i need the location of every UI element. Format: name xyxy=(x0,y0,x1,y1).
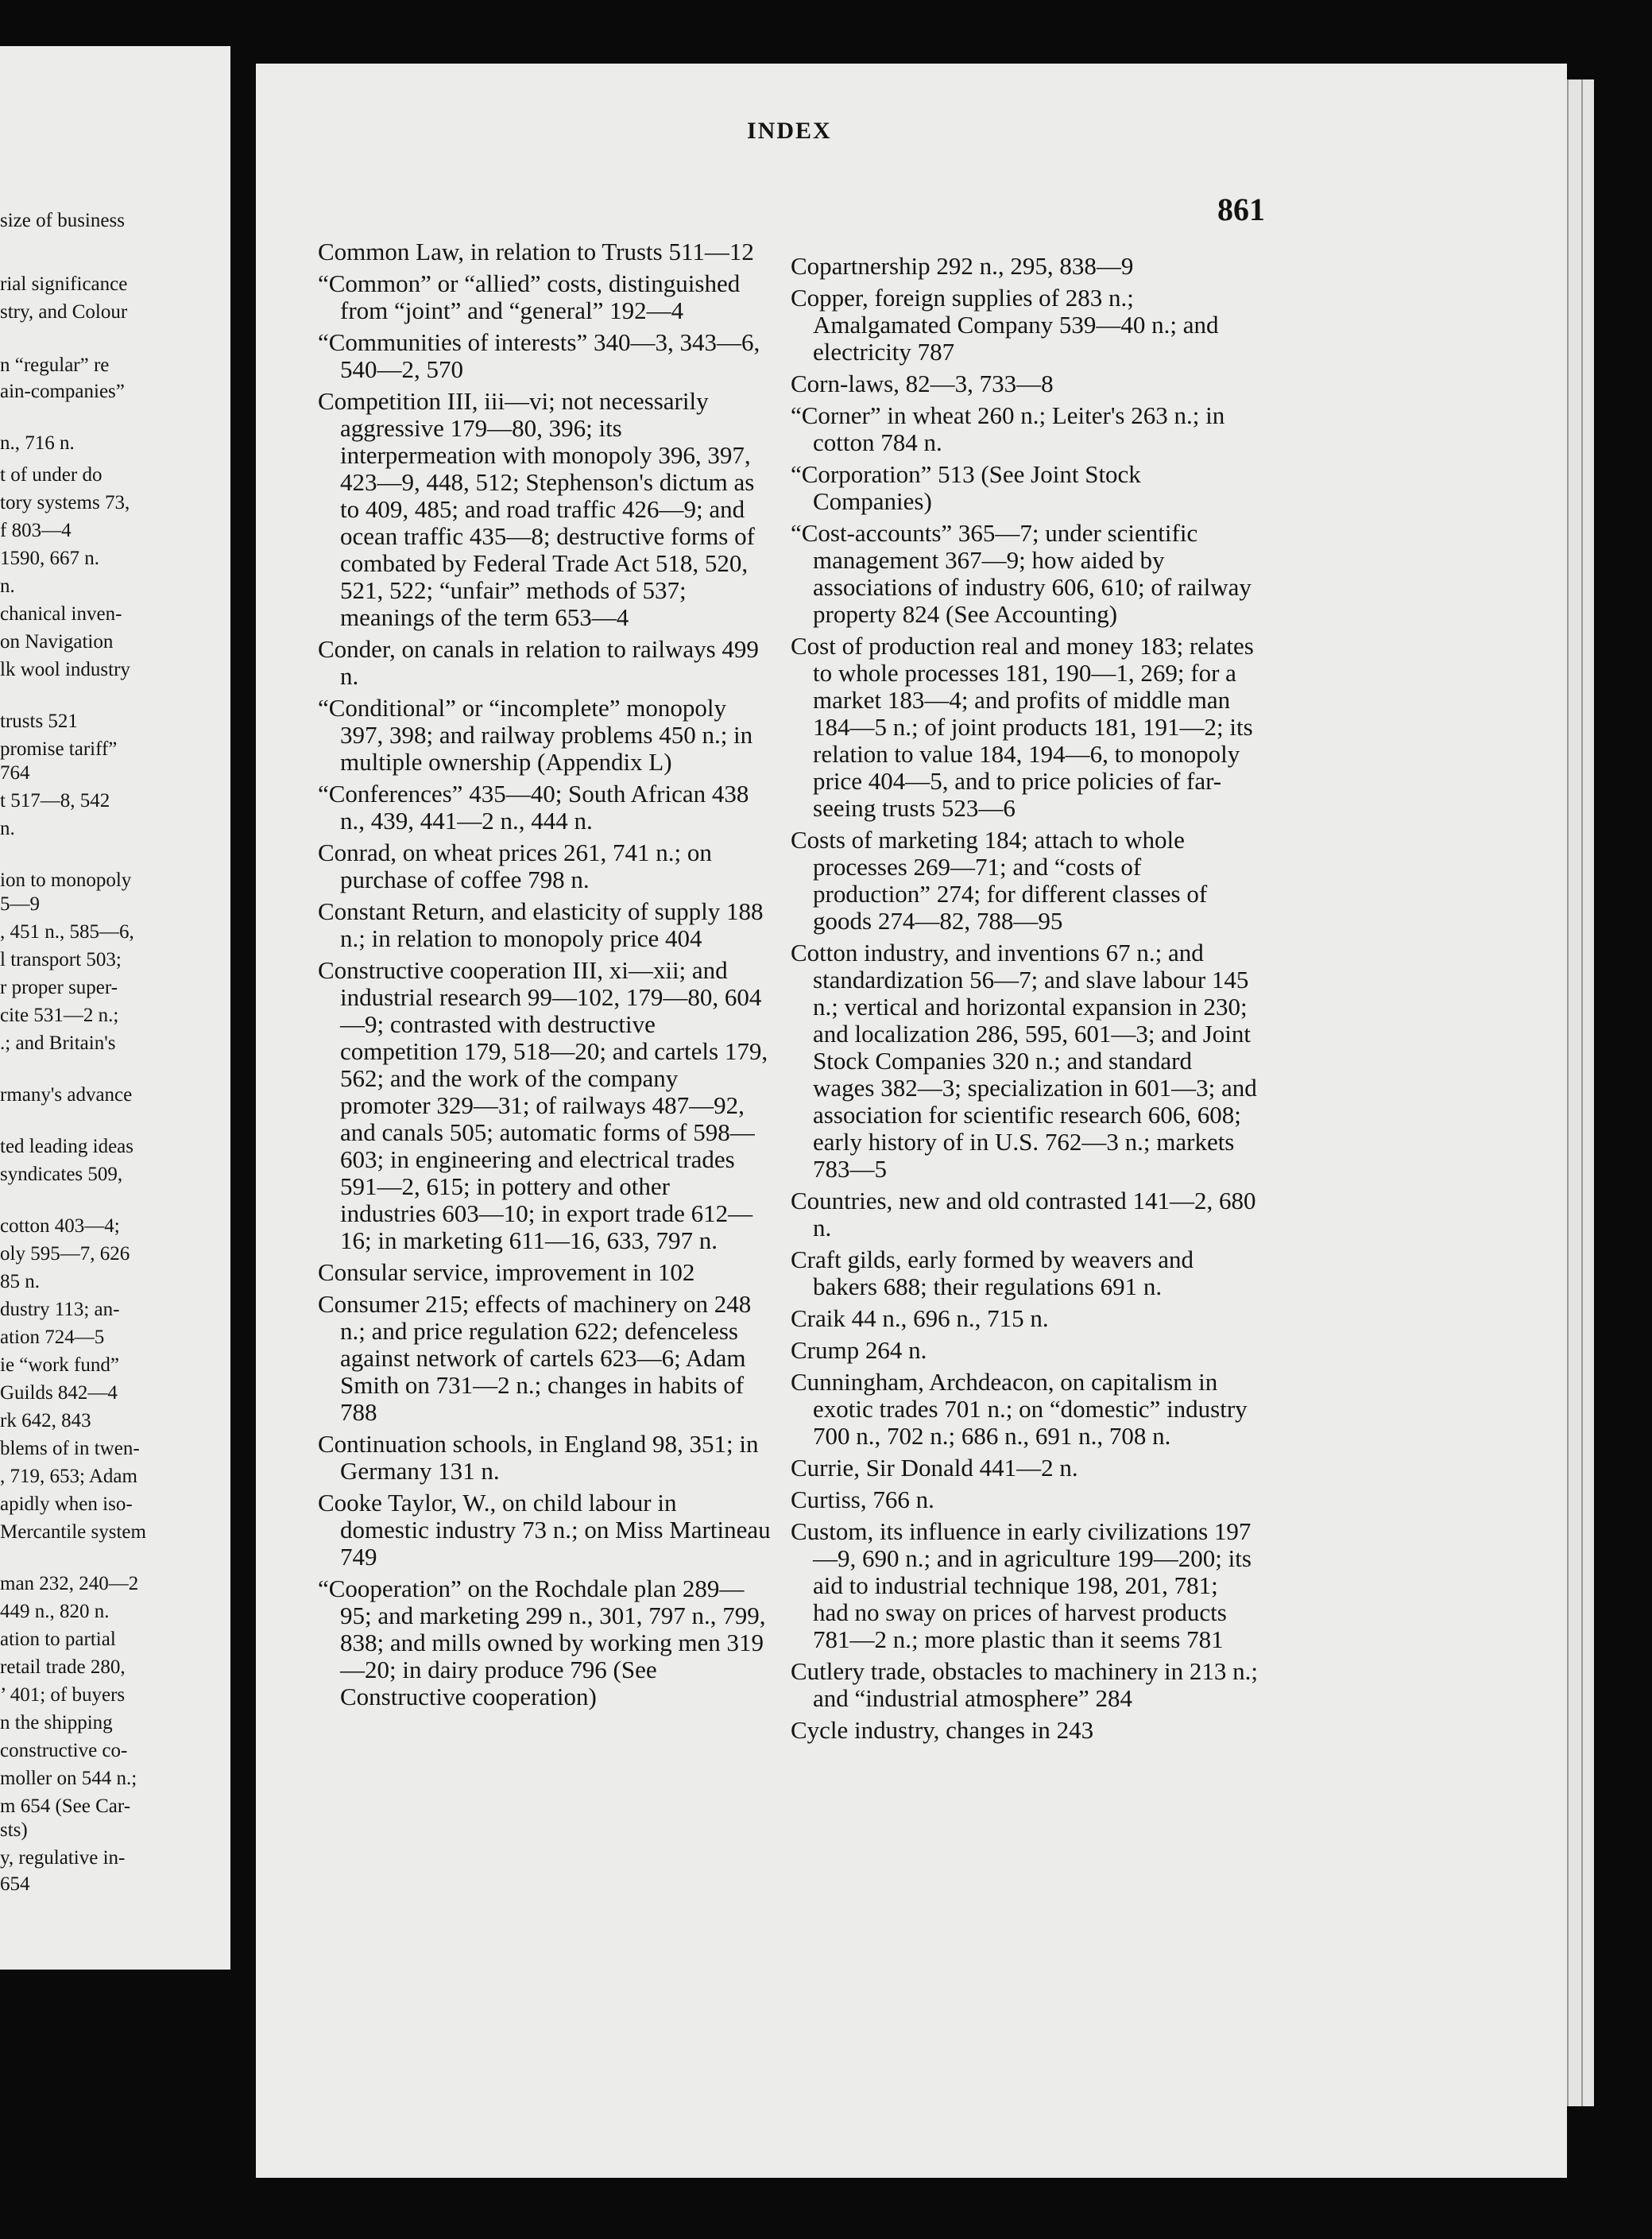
index-entry: Currie, Sir Donald 441—2 n. xyxy=(791,1454,1078,1482)
left-page-line: man 232, 240—2 xyxy=(0,1573,139,1594)
left-page-line: 5—9 xyxy=(0,893,40,915)
index-entry: Countries, new and old contrasted 141—2, 680 n. xyxy=(791,1187,1256,1242)
left-page-line: rk 642, 843 xyxy=(0,1410,91,1431)
left-page-line: blems of in twen- xyxy=(0,1438,140,1459)
left-page-line: f 803—4 xyxy=(0,520,72,541)
index-entry: “Corporation” 513 (See Joint Stock Companies) xyxy=(791,460,1141,515)
left-page-line: dustry 113; an- xyxy=(0,1299,120,1320)
left-page-line: r proper super- xyxy=(0,977,118,998)
left-page-line: n the shipping xyxy=(0,1712,113,1733)
index-entry: “Conditional” or “incomplete” monopoly 397, 398; and railway problems 450 n.; in multiple ownership (Appendix L) xyxy=(318,694,753,776)
book-gutter xyxy=(230,46,254,2113)
index-entry: Cutlery trade, obstacles to machinery in 213 n.; and “industrial atmosphere” 284 xyxy=(791,1657,1258,1712)
left-page-fragment xyxy=(0,46,230,1970)
left-page-line: ’ 401; of buyers xyxy=(0,1684,126,1706)
index-entry: Custom, its influence in early civilizations 197—9, 690 n.; and in agriculture 199—200; its aid to industrial technique 198, 201, 781; had no sway on prices of harvest products 781—2 n.; more plastic than it seems 781 xyxy=(791,1517,1252,1653)
left-page-line: 449 n., 820 n. xyxy=(0,1601,110,1622)
index-entry: Common Law, in relation to Trusts 511—12 xyxy=(318,238,754,265)
left-page-line: chanical inven- xyxy=(0,603,122,625)
left-page-line: , 719, 653; Adam xyxy=(0,1466,137,1487)
running-head: INDEX xyxy=(747,118,832,144)
index-entry: Corn-laws, 82—3, 733—8 xyxy=(791,370,1054,397)
left-page-line: 654 xyxy=(0,1873,30,1895)
left-page-line: ion to monopoly xyxy=(0,870,132,891)
index-entry: Cost of production real and money 183; relates to whole processes 181, 190—1, 269; for a market 183—4; and profits of middle man 184—5 n.; of joint products 181, 191—2; its relation to value 184, 194—6, to monopoly price 404—5, and to price policies of far-seeing trusts 523—6 xyxy=(791,632,1254,822)
index-entry: Craik 44 n., 696 n., 715 n. xyxy=(791,1304,1049,1332)
left-page-line: cotton 403—4; xyxy=(0,1215,120,1237)
index-entry: Copper, foreign supplies of 283 n.; Amalgamated Company 539—40 n.; and electricity 787 xyxy=(791,284,1219,366)
index-entry: Craft gilds, early formed by weavers and bakers 688; their regulations 691 n. xyxy=(791,1245,1194,1300)
index-entry: Cotton industry, and inventions 67 n.; and standardization 56—7; and slave labour 145 n.; vertical and horizontal expansion in 230; and localization 286, 595, 601—3; and Joint Stock Companies 320 n.; and standard wages 382—3; specialization in 601—3; and association for scientific research 606, 608; early history of in U.S. 762—3 n.; markets 783—5 xyxy=(791,939,1257,1183)
index-entry: Curtiss, 766 n. xyxy=(791,1486,934,1513)
left-page-line: moller on 544 n.; xyxy=(0,1768,137,1789)
left-page-line: m 654 (See Car- xyxy=(0,1795,131,1817)
left-page-line: 85 n. xyxy=(0,1271,40,1292)
left-page-line: Guilds 842—4 xyxy=(0,1382,118,1404)
left-page-line: ation 724—5 xyxy=(0,1327,105,1348)
left-page-line: , 451 n., 585—6, xyxy=(0,921,134,943)
left-page-line: .; and Britain's xyxy=(0,1032,116,1054)
left-page-line: ted leading ideas xyxy=(0,1136,133,1157)
left-page-line: sts) xyxy=(0,1819,28,1841)
left-page-line: cite 531—2 n.; xyxy=(0,1005,119,1026)
left-page-line: 764 xyxy=(0,762,30,784)
left-page-line: promise tariff” xyxy=(0,738,118,760)
index-entry: Crump 264 n. xyxy=(791,1336,927,1364)
index-entry: “Cooperation” on the Rochdale plan 289—95; and marketing 299 n., 301, 797 n., 799, 838; and mills owned by working men 319—20; in dairy produce 796 (See Constructive cooperation) xyxy=(318,1575,766,1710)
left-page-line: n. xyxy=(0,575,15,597)
left-page-line: n. xyxy=(0,818,15,839)
index-entry: Consular service, improvement in 102 xyxy=(318,1258,695,1286)
left-page-line: n “regular” re xyxy=(0,354,110,376)
index-entry: “Corner” in wheat 260 n.; Leiter's 263 n.; in cotton 784 n. xyxy=(791,401,1225,456)
left-page-line: apidly when iso- xyxy=(0,1493,133,1515)
left-page-line: stry, and Colour xyxy=(0,301,128,323)
index-entry: “Conferences” 435—40; South African 438 n., 439, 441—2 n., 444 n. xyxy=(318,780,749,835)
index-entry: Conrad, on wheat prices 261, 741 n.; on purchase of coffee 798 n. xyxy=(318,839,712,893)
index-entry: “Cost-accounts” 365—7; under scientific management 367—9; how aided by associations of industry 606, 610; of railway property 824 (See Accounting) xyxy=(791,519,1252,628)
left-page-line: Mercantile system xyxy=(0,1521,146,1543)
left-page-line: on Navigation xyxy=(0,631,114,653)
index-entry: Continuation schools, in England 98, 351; in Germany 131 n. xyxy=(318,1430,759,1485)
index-entry: Cooke Taylor, W., on child labour in domestic industry 73 n.; on Miss Martineau 749 xyxy=(318,1489,771,1571)
index-column-left xyxy=(318,238,771,1715)
left-page-line: l transport 503; xyxy=(0,949,122,970)
left-page-line: tory systems 73, xyxy=(0,492,130,513)
page-edge xyxy=(1581,79,1594,2106)
left-page-line: y, regulative in- xyxy=(0,1847,126,1869)
index-entry: Constructive cooperation III, xi—xii; and industrial research 99—102, 179—80, 604—9; contrasted with destructive competition 179, 518—20; and cartels 179, 562; and the work of the company promoter 329—31; of railways 487—92, and canals 505; automatic forms of 598—603; in engineering and electrical trades 591—2, 615; in pottery and other industries 603—10; in export trade 612—16; in marketing 611—16, 633, 797 n. xyxy=(318,956,768,1254)
index-entry: Cycle industry, changes in 243 xyxy=(791,1716,1094,1744)
left-page-line: size of business xyxy=(0,210,125,231)
left-page-line: 1590, 667 n. xyxy=(0,548,99,569)
page-number: 861 xyxy=(1217,192,1265,227)
left-page-line: ie “work fund” xyxy=(0,1354,119,1376)
index-entry: Copartnership 292 n., 295, 838—9 xyxy=(791,252,1134,280)
left-page-line: oly 595—7, 626 xyxy=(0,1243,130,1265)
page-edge xyxy=(1567,79,1583,2106)
index-column-right xyxy=(791,253,1259,1749)
left-page-line: rial significance xyxy=(0,273,128,295)
left-page-line: retail trade 280, xyxy=(0,1656,126,1678)
left-page-line: n., 716 n. xyxy=(0,432,75,454)
left-page-line: syndicates 509, xyxy=(0,1164,123,1185)
index-entry: Consumer 215; effects of machinery on 248 n.; and price regulation 622; defenceless against network of cartels 623—6; Adam Smith on 731—2 n.; changes in habits of 788 xyxy=(318,1290,752,1426)
index-entry: Cunningham, Archdeacon, on capitalism in exotic trades 701 n.; on “domestic” industry 700 n., 702 n.; 686 n., 691 n., 708 n. xyxy=(791,1368,1248,1450)
index-entry: Competition III, iii—vi; not necessarily aggressive 179—80, 396; its interpermeation with monopoly 396, 397, 423—9, 448, 512; Stephenson's dictum as to 409, 485; and road traffic 426—9; and ocean traffic 435—8; destructive forms of combated by Federal Trade Act 518, 520, 521, 522; “unfair” methods of 537; meanings of the term 653—4 xyxy=(318,387,755,631)
left-page-line: trusts 521 xyxy=(0,711,78,732)
left-page-line: t 517—8, 542 xyxy=(0,790,110,812)
index-entry: “Communities of interests” 340—3, 343—6, 540—2, 570 xyxy=(318,328,760,383)
left-page-line: ation to partial xyxy=(0,1629,116,1650)
left-page-line: ain-companies” xyxy=(0,381,125,402)
index-entry: “Common” or “allied” costs, distinguished from “joint” and “general” 192—4 xyxy=(318,269,741,324)
index-entry: Costs of marketing 184; attach to whole processes 269—71; and “costs of production” 274; for different classes of goods 274—82, 788—95 xyxy=(791,826,1208,935)
left-page-line: constructive co- xyxy=(0,1740,128,1761)
index-entry: Constant Return, and elasticity of supply 188 n.; in relation to monopoly price 404 xyxy=(318,897,764,952)
left-page-line: t of under do xyxy=(0,464,103,486)
left-page-line: lk wool industry xyxy=(0,659,130,680)
left-page-line: rmany's advance xyxy=(0,1084,133,1106)
index-entry: Conder, on canals in relation to railways 499 n. xyxy=(318,635,759,690)
